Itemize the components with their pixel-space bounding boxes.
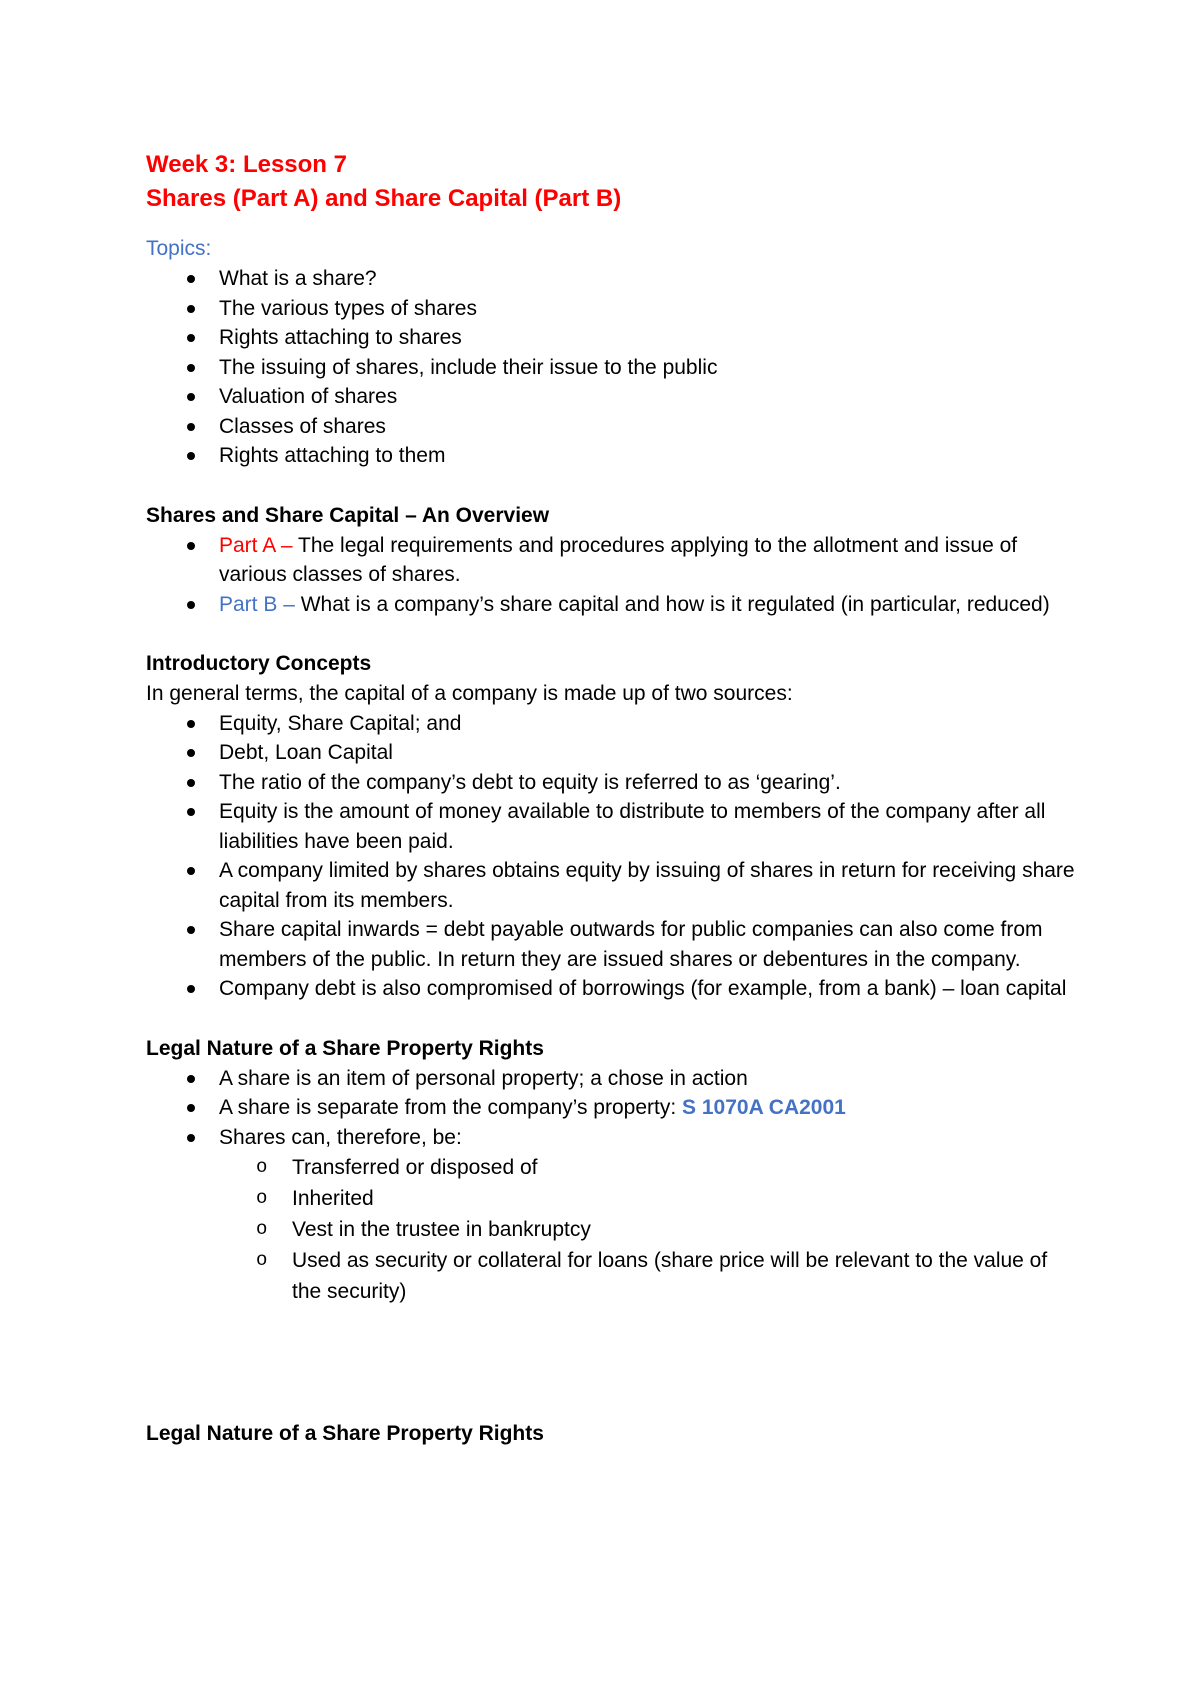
sub-list-item: o Transferred or disposed of xyxy=(146,1152,1080,1183)
intro-list xyxy=(146,709,1080,1004)
list-item: The various types of shares xyxy=(146,294,1080,324)
list-item: Equity is the amount of money available to distribute to members of the company after all liabilities have been paid. xyxy=(146,797,1080,856)
intro-lead: In general terms, the capital of a company is made up of two sources: xyxy=(146,682,793,705)
list-item xyxy=(146,1123,1080,1153)
legal-item3-text: Shares can, therefore, be: xyxy=(219,1125,462,1149)
list-item: Debt, Loan Capital xyxy=(146,738,1080,768)
list-item: A company limited by shares obtains equity by issuing of shares in return for receiving share capital from its members. xyxy=(146,856,1080,915)
list-item: The issuing of shares, include their issue to the public xyxy=(146,353,1080,383)
lesson-subtitle: Shares (Part A) and Share Capital (Part B) xyxy=(146,185,622,212)
lesson-title: Week 3: Lesson 7 xyxy=(146,151,347,178)
part-a-label: Part A – xyxy=(219,533,293,557)
list-item-part-a xyxy=(146,531,1080,590)
legal-list xyxy=(146,1064,1080,1153)
list-item: Rights attaching to them xyxy=(146,441,1080,471)
list-item: A share is an item of personal property; a chose in action xyxy=(146,1064,1080,1094)
sub-list-item: o Vest in the trustee in bankruptcy xyxy=(146,1214,1080,1245)
topics-label: Topics: xyxy=(146,237,212,260)
list-item: Share capital inwards = debt payable outwards for public companies can also come from members of the public. In return they are issued shares or debentures in the company. xyxy=(146,915,1080,974)
list-item xyxy=(146,1093,1080,1123)
list-item: What is a share? xyxy=(146,264,1080,294)
statute-reference: S 1070A CA2001 xyxy=(682,1096,846,1119)
list-item-part-b xyxy=(146,590,1080,620)
topics-list xyxy=(146,264,1080,471)
legal-repeat-heading: Legal Nature of a Share Property Rights xyxy=(146,1422,544,1445)
sub-list-item: o Inherited xyxy=(146,1183,1080,1214)
list-item: Rights attaching to shares xyxy=(146,323,1080,353)
part-a-text: The legal requirements and procedures applying to the allotment and issue of various classes of shares. xyxy=(219,533,1018,586)
list-item: Valuation of shares xyxy=(146,382,1080,412)
overview-list xyxy=(146,531,1080,620)
legal-item2-text: A share is separate from the company’s property: xyxy=(219,1096,683,1119)
list-item: Equity, Share Capital; and xyxy=(146,709,1080,739)
legal-sub-list xyxy=(146,1152,1080,1307)
overview-heading: Shares and Share Capital – An Overview xyxy=(146,503,550,527)
sub-list-item: o Used as security or collateral for loans (share price will be relevant to the value of the security) xyxy=(146,1245,1080,1307)
part-b-text: What is a company’s share capital and how is it regulated (in particular, reduced) xyxy=(294,592,1050,616)
list-item: The ratio of the company’s debt to equity is referred to as ‘gearing’. xyxy=(146,768,1080,798)
list-item: Company debt is also compromised of borrowings (for example, from a bank) – loan capital xyxy=(146,974,1080,1004)
spacer xyxy=(146,1307,1080,1419)
list-item: Classes of shares xyxy=(146,412,1080,442)
intro-heading: Introductory Concepts xyxy=(146,652,372,675)
part-b-label: Part B – xyxy=(219,592,295,616)
legal-heading: Legal Nature of a Share Property Rights xyxy=(146,1036,544,1060)
